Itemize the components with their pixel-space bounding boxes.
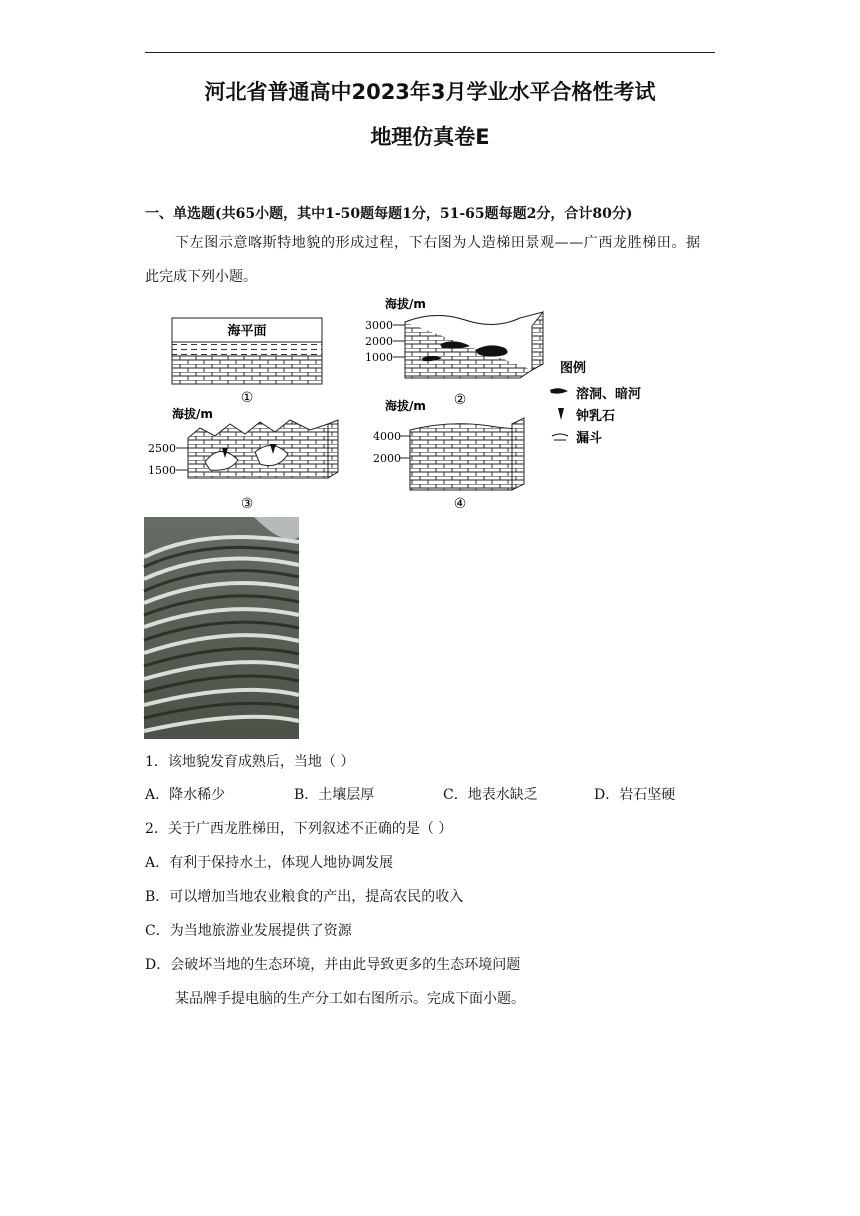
cave-symbol-icon [550, 388, 568, 393]
passage-line: 下左图示意喀斯特地貌的形成过程，下右图为人造梯田景观——广西龙胜梯田。据 [175, 235, 701, 251]
panel-2-tick: 2000 [365, 335, 393, 348]
panel-4-number: ④ [453, 496, 467, 512]
question-2-option-d: D．会破坏当地的生态环境，并由此导致更多的生态环境问题 [145, 957, 521, 973]
question-2-option-c: C．为当地旅游业发展提供了资源 [145, 923, 352, 939]
passage-line: 此完成下列小题。 [145, 269, 257, 285]
panel-1 [172, 318, 322, 406]
panel-4-axis-label: 海拔/m [385, 399, 426, 413]
question-2-option-a: A．有利于保持水土，体现人地协调发展 [145, 855, 394, 871]
question-1-option-d: D．岩石坚硬 [594, 787, 676, 803]
question-2-option-b: B．可以增加当地农业粮食的产出，提高农民的收入 [145, 889, 464, 905]
exam-title: 河北省普通高中2023年3月学业水平合格性考试 [204, 80, 656, 104]
panel-4-tick: 4000 [373, 430, 401, 443]
question-1-stem: 1．该地貌发育成熟后，当地（ ） [145, 754, 355, 770]
stalactite-symbol-icon [558, 408, 564, 420]
karst-figure [148, 292, 700, 518]
panel-4 [373, 398, 524, 512]
sea-level-label: 海平面 [227, 324, 267, 339]
karst-diagram [148, 292, 700, 514]
legend-item: 溶洞、暗河 [576, 387, 642, 402]
question-2-stem: 2．关于广西龙胜梯田，下列叙述不正确的是（ ） [145, 821, 453, 837]
panel-3-tick: 1500 [148, 464, 176, 477]
terrace-image [144, 517, 299, 739]
panel-4-tick: 2000 [373, 452, 401, 465]
terrace-photo [144, 517, 299, 739]
sinkhole-symbol-icon [552, 434, 568, 440]
legend-title: 图例 [560, 361, 587, 376]
panel-2-axis-label: 海拔/m [385, 297, 426, 311]
panel-2 [365, 296, 543, 408]
question-1-option-a: A．降水稀少 [145, 787, 226, 803]
passage-2-line: 某品牌手提电脑的生产分工如右图所示。完成下面小题。 [175, 991, 525, 1007]
panel-2-tick: 1000 [365, 351, 393, 364]
legend-item: 漏斗 [576, 431, 603, 446]
exam-subtitle: 地理仿真卷E [370, 125, 490, 149]
panel-1-number: ① [240, 390, 254, 406]
legend [550, 360, 641, 446]
panel-2-number: ② [453, 392, 467, 408]
panel-3-axis-label: 海拔/m [172, 407, 213, 421]
question-1-option-b: B．土壤层厚 [294, 787, 375, 803]
panel-3-number: ③ [240, 496, 254, 512]
legend-item: 钟乳石 [576, 409, 616, 424]
panel-2-tick: 3000 [365, 319, 393, 332]
panel-3 [148, 406, 338, 512]
question-1-option-c: C．地表水缺乏 [443, 787, 538, 803]
panel-3-tick: 2500 [148, 442, 176, 455]
section-heading: 一、单选题(共65小题，其中1-50题每题1分，51-65题每题2分，合计80分) [145, 206, 633, 222]
top-rule [145, 52, 715, 53]
